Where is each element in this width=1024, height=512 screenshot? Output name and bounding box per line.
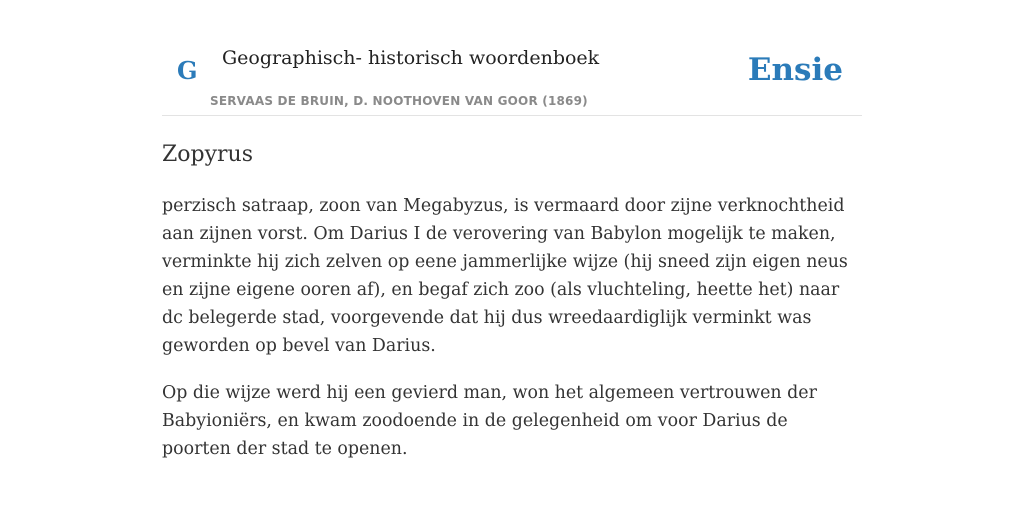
book-logo-icon: G bbox=[177, 56, 198, 85]
book-author: SERVAAS DE BRUIN, D. NOOTHOVEN VAN GOOR (1869) bbox=[210, 94, 588, 108]
ensie-logo-link[interactable]: Ensie bbox=[747, 52, 843, 88]
entry-title: Zopyrus bbox=[162, 142, 254, 167]
book-header bbox=[162, 40, 862, 116]
entry-paragraph: Op die wijze werd hij een gevierd man, won het algemeen vertrouwen der Babyioniërs, en kwam zoodoende in de gelegenheid om voor Darius de poorten der stad te openen. bbox=[162, 383, 817, 459]
entry-paragraph: perzisch satraap, zoon van Megabyzus, is vermaard door zijne verknochtheid aan zijnen vorst. Om Darius I de verovering van Babylon mogelijk te maken, verminkte hij zich zelven op eene jammerlijke wijze (hij sneed zijn eigen neus en zijne eigene ooren af), en begaf zich zoo (als vluchteling, heette het) naar dc belegerde stad, voorgevende dat hij dus wreedaardiglijk verminkt was geworden op bevel van Darius. bbox=[162, 196, 848, 356]
entry-body bbox=[162, 192, 862, 482]
book-title[interactable]: Geographisch- historisch woordenboek bbox=[222, 47, 600, 69]
